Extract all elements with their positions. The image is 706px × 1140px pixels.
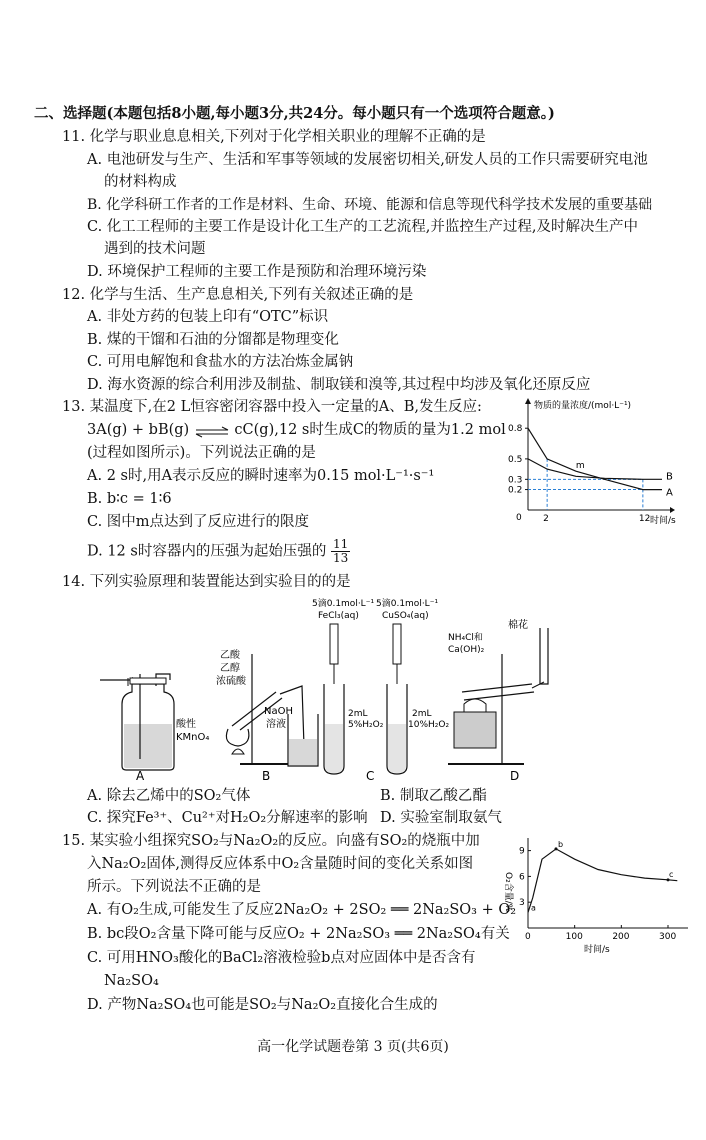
x-tick-label: 300 [659, 932, 677, 942]
label-kmno4-2: KMnO₄ [176, 732, 210, 743]
q13-equation-right: cC(g),12 s时生成C的物质的量为1.2 mol [234, 422, 506, 438]
series-label-A: A [666, 487, 673, 499]
section-heading: 二、选择题(本题包括8小题,每小题3分,共24分。每小题只有一个选项符合题意。) [34, 105, 555, 122]
y-tick-label: 0.2 [508, 485, 523, 496]
label-h2o2-5-1: 2mL [348, 709, 368, 719]
apparatus-c-test-tubes [324, 624, 407, 774]
q12-option-a: A. 非处方药的包装上印有“OTC”标识 [87, 309, 329, 325]
apparatus-a-gas-wash-bottle [100, 674, 174, 770]
q14-option-a: A. 除去乙烯中的SO₂气体 [87, 788, 251, 804]
point-label-c: c [669, 869, 674, 879]
q12-option-d: D. 海水资源的综合利用涉及制盐、制取镁和溴等,其过程中均涉及氧化还原反应 [87, 377, 591, 393]
q15-chart-axes [503, 838, 688, 954]
label-kmno4-1: 酸性 [176, 719, 196, 730]
q15-stem-cont1: 入Na₂O₂固体,测得反应体系中O₂含量随时间的变化关系如图 [87, 856, 474, 872]
x-axis-arrow [670, 507, 675, 513]
q13-option-d-text: D. 12 s时容器内的压强为起始压强的 [87, 543, 327, 560]
label-nh4cl-2: Ca(OH)₂ [448, 645, 485, 655]
series-line-A [528, 428, 662, 489]
origin-label: 0 [516, 513, 522, 523]
q15-oxygen-chart [498, 832, 698, 954]
q13-option-c: C. 图中m点达到了反应进行的限度 [87, 514, 310, 530]
y-axis-label: 物质的量浓度/(mol·L⁻¹) [534, 401, 632, 411]
label-fecl3-1: 5滴0.1mol·L⁻¹ [312, 599, 375, 609]
q12-option-c: C. 可用电解饱和食盐水的方法冶炼金属钠 [87, 354, 354, 370]
q15-option-d: D. 产物Na₂SO₄也可能是SO₂与Na₂O₂直接化合生成的 [87, 997, 438, 1013]
q13-stem-cont: (过程如图所示)。下列说法正确的是 [87, 445, 316, 461]
x-tick-label: 100 [565, 932, 583, 942]
q13-option-a: A. 2 s时,用A表示反应的瞬时速率为0.15 mol·L⁻¹·s⁻¹ [87, 468, 435, 484]
q14-option-b: B. 制取乙酸乙酯 [380, 788, 487, 804]
fraction-numerator: 11 [332, 537, 349, 551]
label-ethanol: 乙醇 [220, 663, 240, 674]
label-h2o2-10-1: 2mL [412, 709, 432, 719]
o2-curve [528, 849, 677, 913]
q11-option-c: C. 化工工程师的主要工作是设计化工生产的工艺流程,并监控生产过程,及时解决生产中 [87, 219, 639, 235]
point-label-a: a [531, 903, 536, 913]
label-naoh-2: 溶液 [266, 719, 286, 730]
q12-stem: 12. 化学与生活、生产息息相关,下列有关叙述正确的是 [62, 287, 414, 303]
q15-chart-marks [528, 840, 677, 913]
q13-stem: 13. 某温度下,在2 L恒容密闭容器中投入一定量的A、B,发生反应: [62, 399, 482, 415]
label-figure-a: A [136, 769, 145, 783]
q14-option-d: D. 实验室制取氨气 [380, 810, 502, 826]
q15-stem: 15. 某实验小组探究SO₂与Na₂O₂的反应。向盛有SO₂的烧瓶中加 [62, 833, 480, 849]
q14-option-c: C. 探究Fe³⁺、Cu²⁺对H₂O₂分解速率的影响 [87, 810, 368, 826]
label-h2o2-5-2: 5%H₂O₂ [348, 720, 384, 730]
page-footer: 高一化学试题卷第 3 页(共6页) [257, 1039, 449, 1055]
q15-option-a: A. 有O₂生成,可能发生了反应2Na₂O₂ + 2SO₂ ══ 2Na₂SO₃ + O₂ [87, 902, 517, 918]
q15-option-c: C. 可用HNO₃酸化的BaCl₂溶液检验b点对应固体中是否含有 [87, 950, 476, 966]
y-tick-label: 6 [519, 872, 525, 883]
label-naoh-1: NaOH [264, 706, 293, 717]
label-cuso4-1: 5滴0.1mol·L⁻¹ [376, 599, 439, 609]
label-cotton: 棉花 [508, 620, 528, 631]
label-conc-sulfuric: 浓硫酸 [216, 676, 246, 687]
label-nh4cl-1: NH₄Cl和 [448, 633, 483, 643]
fraction [331, 538, 350, 565]
y-tick-label: 3 [519, 898, 525, 909]
q14-apparatus-figure [92, 594, 552, 784]
label-acetic-acid: 乙酸 [220, 650, 240, 661]
y-tick-label: 9 [519, 846, 525, 857]
q15-stem-cont2: 所示。下列说法不正确的是 [87, 879, 261, 895]
q14-stem: 14. 下列实验原理和装置能达到实验目的的是 [62, 574, 351, 590]
y-tick-label: 0.5 [508, 454, 523, 465]
x-axis-label: 时间/s [650, 516, 676, 526]
q15-option-b: B. bc段O₂含量下降可能与反应O₂ + 2Na₂SO₃ ══ 2Na₂SO₄有关 [87, 926, 510, 942]
equilibrium-arrow-icon [194, 424, 230, 436]
q13-equation-left: 3A(g) + bB(g) [87, 422, 190, 438]
x-tick-label: 12 [638, 514, 651, 524]
q11-option-d: D. 环境保护工程师的主要工作是预防和治理环境污染 [87, 264, 427, 280]
q12-option-b: B. 煤的干馏和石油的分馏都是物理变化 [87, 332, 339, 348]
q11-option-a: A. 电池研发与生产、生活和军事等领域的发展密切相关,研发人员的工作只需要研究电池 [87, 152, 648, 168]
x-tick-label: 200 [612, 932, 630, 942]
q13-chart-marks [528, 428, 673, 498]
q13-option-d [87, 538, 350, 565]
x-tick-label: 0 [525, 932, 531, 942]
y-axis-arrow [525, 398, 531, 404]
point-label-b: b [558, 839, 564, 849]
label-cuso4-2: CuSO₄(aq) [382, 611, 429, 621]
label-figure-b: B [262, 769, 271, 783]
series-label-B: B [666, 471, 673, 483]
q11-option-a-cont: 的材料构成 [104, 174, 177, 190]
q13-concentration-chart [506, 394, 702, 526]
label-figure-d: D [510, 769, 520, 783]
label-h2o2-10-2: 10%H₂O₂ [408, 720, 450, 730]
q13-option-b: B. b∶c = 1∶6 [87, 491, 172, 507]
label-fecl3-2: FeCl₃(aq) [318, 611, 359, 621]
y-axis-label: O₂含量/% [503, 872, 513, 913]
label-figure-c: C [366, 769, 375, 783]
y-tick-label: 0.3 [508, 475, 523, 486]
q15-option-c-cont: Na₂SO₄ [104, 973, 159, 989]
q11-stem: 11. 化学与职业息息相关,下列对于化学相关职业的理解不正确的是 [62, 129, 486, 145]
q11-option-b: B. 化学科研工作者的工作是材料、生命、环境、能源和信息等现代科学技术发展的重要基础 [87, 197, 653, 213]
q13-equation [87, 420, 506, 440]
point-label-m: m [575, 461, 585, 472]
fraction-denominator: 13 [332, 551, 349, 565]
x-tick-label: 2 [543, 514, 549, 524]
y-tick-label: 0.8 [508, 424, 523, 435]
x-axis-label: 时间/s [584, 945, 610, 954]
q11-option-c-cont: 遇到的技术问题 [104, 241, 206, 257]
